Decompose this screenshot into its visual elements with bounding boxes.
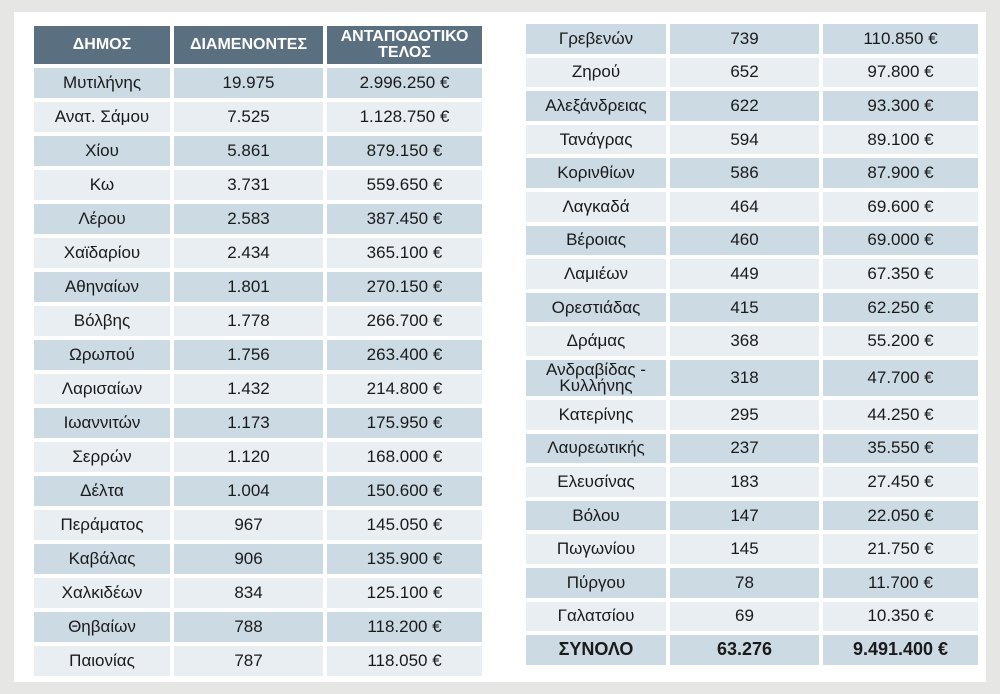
fee-cell: 69.600 € [823,192,978,222]
table-row [526,326,978,356]
residents-cell: 652 [670,58,819,88]
residents-cell: 1.756 [174,340,323,370]
fee-cell: 110.850 € [823,24,978,54]
residents-cell: 19.975 [174,68,323,98]
municipality-cell: Αλεξάνδρειας [526,91,666,121]
municipality-cell: Τανάγρας [526,125,666,155]
table-row [526,58,978,88]
table-row [526,91,978,121]
table-row [34,170,482,200]
municipality-cell: Κατερίνης [526,400,666,430]
left-table-panel [30,22,486,680]
table-row [526,360,978,396]
header-municipality: ΔΗΜΟΣ [34,26,170,64]
residents-cell: 739 [670,24,819,54]
residents-cell: 464 [670,192,819,222]
residents-cell: 834 [174,578,323,608]
total-fee: 9.491.400 € [823,635,978,665]
residents-cell: 460 [670,226,819,256]
municipality-cell: Κορινθίων [526,158,666,188]
fee-cell: 67.350 € [823,259,978,289]
municipality-cell: Κω [34,170,170,200]
table-row [34,306,482,336]
residents-cell: 5.861 [174,136,323,166]
table-row [526,158,978,188]
municipality-cell: Λαμιέων [526,259,666,289]
municipality-cell: Πύργου [526,568,666,598]
table-row [526,293,978,323]
residents-cell: 2.583 [174,204,323,234]
left-table-body [34,68,482,676]
table-row [526,467,978,497]
residents-cell: 7.525 [174,102,323,132]
table-row [34,340,482,370]
fee-cell: 2.996.250 € [327,68,482,98]
table-row [526,226,978,256]
header-row [34,26,482,64]
header-residents: ΔΙΑΜΕΝΟΝΤΕΣ [174,26,323,64]
table-row [34,102,482,132]
municipality-cell: Περάματος [34,510,170,540]
municipality-cell: Δράμας [526,326,666,356]
residents-cell: 967 [174,510,323,540]
residents-cell: 295 [670,400,819,430]
left-table [30,22,486,680]
residents-cell: 2.434 [174,238,323,268]
fee-cell: 1.128.750 € [327,102,482,132]
table-row [34,204,482,234]
residents-cell: 183 [670,467,819,497]
municipality-cell: Παιονίας [34,646,170,676]
municipality-cell: Βόλου [526,501,666,531]
municipality-cell: Βέροιας [526,226,666,256]
municipality-cell: Ζηρού [526,58,666,88]
municipality-cell: Βόλβης [34,306,170,336]
fee-cell: 27.450 € [823,467,978,497]
residents-cell: 3.731 [174,170,323,200]
residents-cell: 788 [174,612,323,642]
table-row [34,578,482,608]
fee-cell: 21.750 € [823,534,978,564]
table-row [34,68,482,98]
table-row [526,534,978,564]
fee-cell: 125.100 € [327,578,482,608]
table-row [526,602,978,632]
municipality-cell: Αθηναίων [34,272,170,302]
fee-cell: 44.250 € [823,400,978,430]
fee-cell: 47.700 € [823,360,978,396]
municipality-cell: Ανατ. Σάμου [34,102,170,132]
right-table-panel [522,20,982,669]
fee-cell: 10.350 € [823,602,978,632]
municipality-cell: Γαλατσίου [526,602,666,632]
residents-cell: 368 [670,326,819,356]
fee-cell: 263.400 € [327,340,482,370]
fee-cell: 270.150 € [327,272,482,302]
residents-cell: 147 [670,501,819,531]
municipality-cell: Καβάλας [34,544,170,574]
table-row [526,259,978,289]
residents-cell: 145 [670,534,819,564]
fee-cell: 62.250 € [823,293,978,323]
municipality-cell: Λαρισαίων [34,374,170,404]
table-row [526,24,978,54]
fee-cell: 89.100 € [823,125,978,155]
residents-cell: 1.432 [174,374,323,404]
right-table [522,20,982,669]
total-row [526,635,978,665]
municipality-cell: Σερρών [34,442,170,472]
table-row [34,612,482,642]
municipality-cell: Ανδραβίδας - Κυλλήνης [526,360,666,396]
table-row [34,510,482,540]
fee-cell: 118.200 € [327,612,482,642]
residents-cell: 586 [670,158,819,188]
municipality-cell: Μυτιλήνης [34,68,170,98]
fee-cell: 387.450 € [327,204,482,234]
total-residents: 63.276 [670,635,819,665]
total-label: ΣΥΝΟΛΟ [526,635,666,665]
residents-cell: 594 [670,125,819,155]
fee-cell: 145.050 € [327,510,482,540]
fee-cell: 879.150 € [327,136,482,166]
municipality-cell: Χαλκιδέων [34,578,170,608]
table-row [34,476,482,506]
fee-cell: 93.300 € [823,91,978,121]
municipality-cell: Ορεστιάδας [526,293,666,323]
table-row [34,408,482,438]
fee-cell: 175.950 € [327,408,482,438]
municipality-cell: Χαϊδαρίου [34,238,170,268]
residents-cell: 318 [670,360,819,396]
table-row [34,136,482,166]
municipality-cell: Ιωαννιτών [34,408,170,438]
municipality-cell: Λαυρεωτικής [526,434,666,464]
residents-cell: 69 [670,602,819,632]
residents-cell: 449 [670,259,819,289]
municipality-cell: Λαγκαδά [526,192,666,222]
residents-cell: 415 [670,293,819,323]
municipality-cell: Ελευσίνας [526,467,666,497]
table-row [34,374,482,404]
header-fee: ΑΝΤΑΠΟΔΟΤΙΚΟ ΤΕΛΟΣ [327,26,482,64]
fee-cell: 55.200 € [823,326,978,356]
table-row [526,192,978,222]
municipality-cell: Γρεβενών [526,24,666,54]
fee-cell: 150.600 € [327,476,482,506]
residents-cell: 1.173 [174,408,323,438]
table-row [34,646,482,676]
table-row [34,272,482,302]
fee-cell: 87.900 € [823,158,978,188]
residents-cell: 237 [670,434,819,464]
table-row [526,434,978,464]
fee-cell: 118.050 € [327,646,482,676]
residents-cell: 906 [174,544,323,574]
table-row [34,544,482,574]
municipality-cell: Ωρωπού [34,340,170,370]
municipality-cell: Πωγωνίου [526,534,666,564]
municipality-cell: Λέρου [34,204,170,234]
municipality-cell: Θηβαίων [34,612,170,642]
table-row [526,400,978,430]
fee-cell: 35.550 € [823,434,978,464]
residents-cell: 622 [670,91,819,121]
right-table-body [526,24,978,631]
municipality-cell: Δέλτα [34,476,170,506]
table-row [526,501,978,531]
table-row [526,125,978,155]
table-row [526,568,978,598]
fee-cell: 69.000 € [823,226,978,256]
fee-cell: 97.800 € [823,58,978,88]
fee-cell: 559.650 € [327,170,482,200]
residents-cell: 1.778 [174,306,323,336]
fee-cell: 266.700 € [327,306,482,336]
residents-cell: 1.004 [174,476,323,506]
fee-cell: 365.100 € [327,238,482,268]
table-row [34,442,482,472]
fee-cell: 22.050 € [823,501,978,531]
fee-cell: 11.700 € [823,568,978,598]
residents-cell: 1.801 [174,272,323,302]
fee-cell: 135.900 € [327,544,482,574]
fee-cell: 214.800 € [327,374,482,404]
residents-cell: 78 [670,568,819,598]
table-frame [14,12,986,682]
table-row [34,238,482,268]
fee-cell: 168.000 € [327,442,482,472]
municipality-cell: Χίου [34,136,170,166]
residents-cell: 787 [174,646,323,676]
residents-cell: 1.120 [174,442,323,472]
